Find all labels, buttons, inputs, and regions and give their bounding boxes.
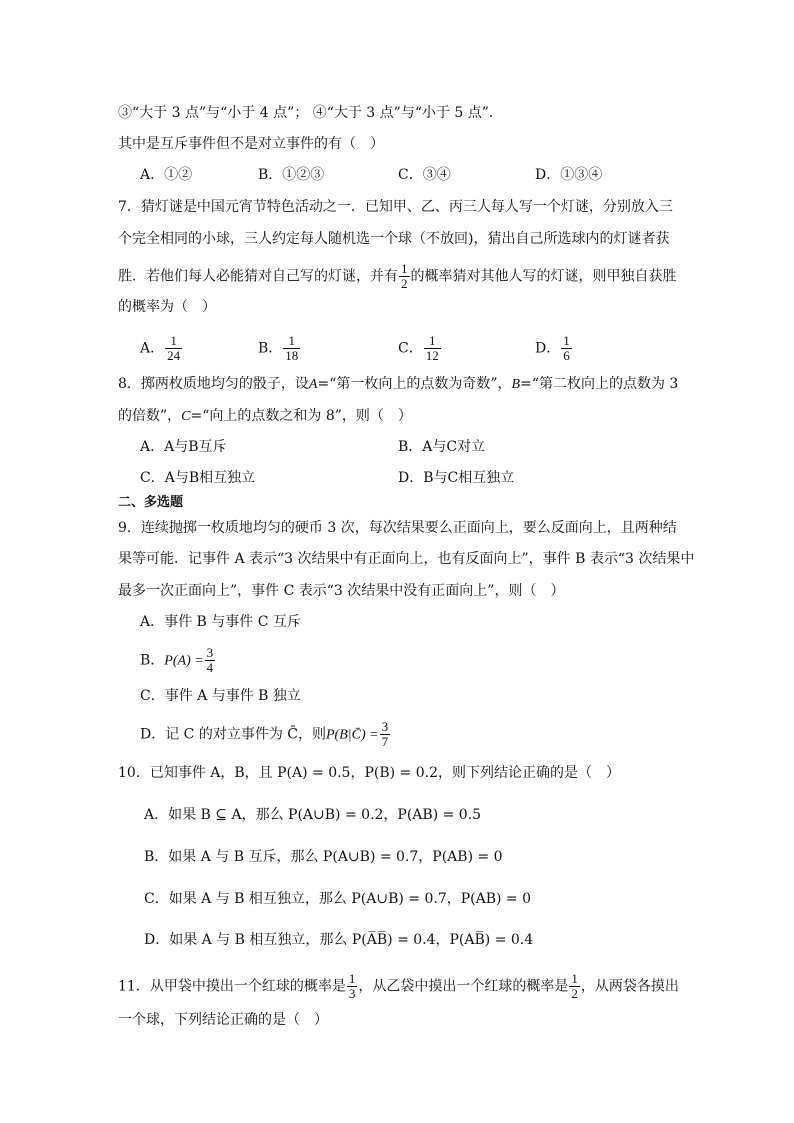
q6-stem: 其中是互斥事件但不是对立事件的有（ ） [118, 136, 384, 152]
q8-line2-text-b: =“向上的点数之和为 8”，则（ ） [190, 408, 412, 424]
q7-line2: 个完全相同的小球，三人约定每人随机选一个球（不放回)，猜出自己所选球内的灯谜者获 [118, 231, 670, 247]
q7-fraction-num: 1 [401, 261, 408, 276]
q7-option-c-frac [424, 334, 441, 363]
q9-option-b-expr: P(A) = [164, 653, 204, 669]
q7-option-b-den: 18 [285, 348, 299, 363]
q9-line3: 最多一次正面向上”，事件 C 表示“3 次结果中没有正面向上”，则（ ） [118, 583, 565, 599]
q9-option-d-num: 3 [381, 719, 389, 734]
q9-option-c: C．事件 A 与事件 B 独立 [140, 688, 301, 704]
q8-line1-text-b: =“第一枚向上的点数为奇数”， [317, 376, 512, 392]
q11-fraction-1 [347, 972, 358, 1001]
q10-stem: 10．已知事件 A，B，且 P(A) = 0.5，P(B) = 0.2，则下列结论正确的是（ ） [118, 765, 620, 781]
q6-option-d: D．①③④ [535, 167, 603, 183]
q8-line2-text-a: 的倍数”， [118, 408, 182, 424]
q8-option-c: C．A与B相互独立 [140, 470, 256, 486]
q7-option-a [140, 334, 183, 363]
q7-line3 [118, 262, 677, 291]
q11-line1 [118, 972, 679, 1001]
q8-var-b: B [511, 377, 521, 392]
q10-option-c: C．如果 A 与 B 相互独立，那么 P(A∪B) = 0.7，P(AB) = 0 [144, 891, 532, 907]
q7-fraction [399, 262, 410, 291]
q8-line1-text-a: 8．掷两枚质地均匀的骰子，设 [118, 376, 309, 392]
q9-option-b-frac [205, 646, 216, 675]
q8-var-c: C [181, 409, 191, 424]
q7-option-a-den: 24 [167, 348, 181, 363]
q9-option-b-label: B． [140, 652, 165, 669]
q7-option-d [535, 334, 573, 363]
q8-option-b: B．A与C对立 [398, 439, 486, 455]
q7-option-b-frac [283, 334, 300, 363]
q11-fraction-1-num: 1 [348, 971, 356, 986]
q6-option-a: A．①② [140, 167, 193, 183]
q7-line4: 的概率为（ ） [118, 299, 216, 315]
q9-option-d [140, 720, 391, 749]
q7-option-c-num: 1 [424, 334, 441, 349]
q6-option-b: B．①②③ [258, 167, 325, 183]
q11-fraction-2-num: 1 [571, 971, 578, 986]
q6-option-c: C．③④ [398, 167, 451, 183]
q9-option-d-frac [380, 720, 391, 749]
q11-line1-text-b: ，从乙袋中摸出一个红球的概率是 [358, 978, 569, 995]
q11-fraction-1-den: 3 [348, 986, 356, 1001]
q9-option-d-den: 7 [381, 734, 389, 749]
q7-option-b-label: B． [258, 340, 283, 357]
q8-line1-text-c: =“第二枚向上的点数为 3 [520, 376, 679, 392]
q8-line2 [118, 405, 412, 428]
q10-option-b: B．如果 A 与 B 互斥，那么 P(A∪B) = 0.7，P(AB) = 0 [144, 849, 503, 865]
q7-option-c-label: C． [398, 340, 423, 357]
q7-option-d-frac [561, 334, 572, 363]
section-heading: 二、多选题 [118, 495, 184, 510]
q7-option-c [398, 334, 442, 363]
q7-option-a-num: 1 [165, 334, 182, 349]
q9-option-b [140, 646, 216, 675]
q8-option-d: D．B与C相互独立 [398, 470, 515, 486]
q10-option-a: A．如果 B ⊆ A，那么 P(A∪B) = 0.2，P(AB) = 0.5 [144, 807, 482, 823]
q11-line1-text-c: ，从两袋各摸出 [580, 978, 679, 995]
q11-fraction-2 [569, 972, 580, 1001]
q11-line2: 一个球，下列结论正确的是（ ） [118, 1012, 328, 1028]
q8-line1 [118, 373, 678, 396]
q7-option-c-den: 12 [425, 348, 439, 363]
q9-line1: 9．连续抛掷一枚质地均匀的硬币 3 次，每次结果要么正面向上，要么反面向上，且两种结 [118, 520, 677, 536]
q10-option-d: D．如果 A 与 B 相互独立，那么 P(A̅B̅) = 0.4，P(AB̅) = 0.4 [144, 932, 534, 948]
q7-option-b [258, 334, 301, 363]
q11-line1-text-a: 11．从甲袋中摸出一个红球的概率是 [118, 978, 346, 995]
q9-option-b-den: 4 [206, 660, 214, 675]
q7-fraction-den: 2 [401, 276, 408, 291]
q7-line1: 7．猜灯谜是中国元宵节特色活动之一．已知甲、乙、丙三人每人写一个灯谜，分别放入三 [118, 199, 673, 215]
q7-line3-text-a: 胜．若他们每人必能猜对自己写的灯谜，并有 [118, 268, 398, 285]
q8-var-a: A [308, 377, 318, 392]
q7-option-a-label: A． [140, 340, 165, 357]
q7-option-d-den: 6 [563, 348, 570, 363]
q9-option-b-num: 3 [206, 645, 214, 660]
q7-line3-text-b: 的概率猜对其他人写的灯谜，则甲独自获胜 [410, 268, 677, 285]
q8-option-a: A．A与B互斥 [140, 439, 227, 455]
q11-fraction-2-den: 2 [571, 986, 578, 1001]
q7-option-a-frac [165, 334, 182, 363]
q9-option-d-expr: P(B|C̄) = [326, 727, 379, 743]
q7-option-d-num: 1 [563, 333, 570, 348]
q6-line1: ③“大于 3 点”与“小于 4 点”； ④“大于 3 点”与“小于 5 点”． [118, 105, 503, 121]
q7-option-d-label: D． [535, 340, 561, 357]
q9-line2: 果等可能．记事件 A 表示“3 次结果中有正面向上，也有反面向上”，事件 B 表示“3 次结果中 [118, 551, 695, 567]
q9-option-d-text: D．记 C 的对立事件为 C̄，则 [140, 726, 326, 743]
q9-option-a: A．事件 B 与事件 C 互斥 [140, 614, 301, 630]
q7-option-b-num: 1 [283, 334, 300, 349]
